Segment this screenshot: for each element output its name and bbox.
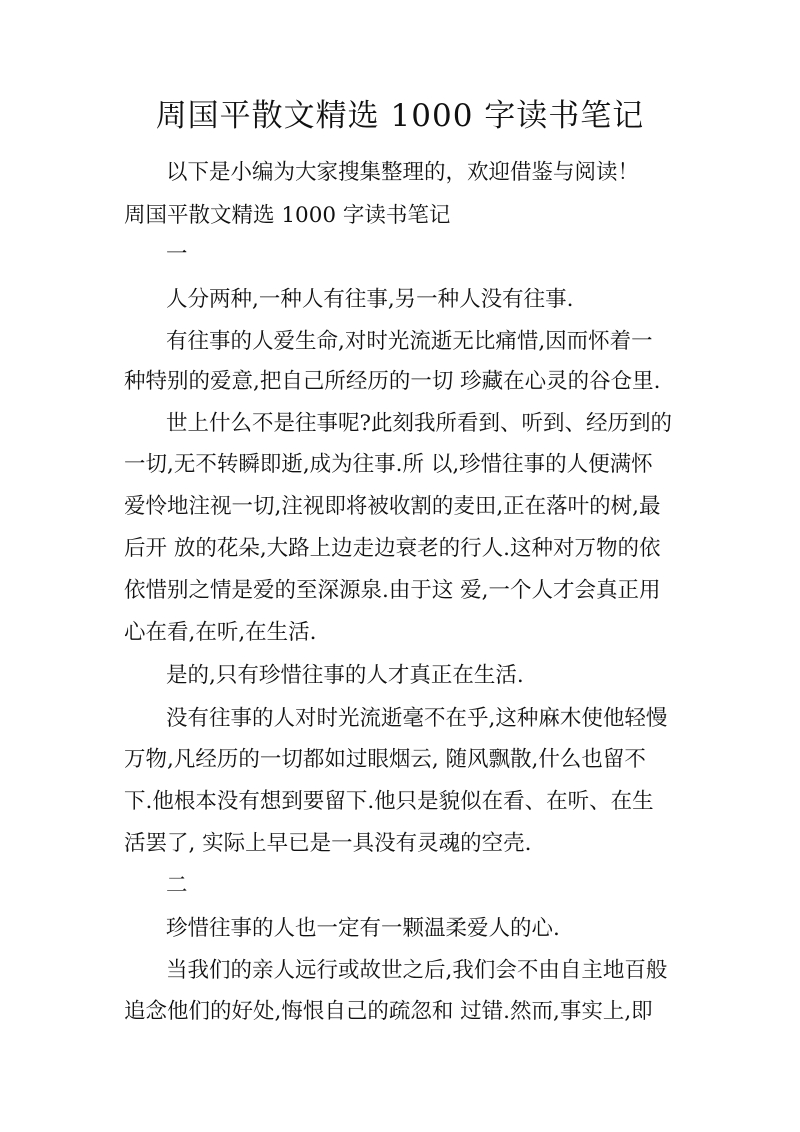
body-line: 依惜别之情是爱的至深源泉.由于这 爱,一个人才会真正用	[124, 578, 661, 603]
document-title: 周国平散文精选 1000 字读书笔记	[155, 98, 645, 134]
section-heading-one: 一	[166, 242, 188, 267]
body-line: 没有往事的人对时光流逝毫不在乎,这种麻木使他轻慢	[166, 706, 668, 731]
body-line: 活罢了, 实际上早已是一具没有灵魂的空壳.	[124, 831, 532, 856]
intro-line: 以下是小编为大家搜集整理的，欢迎借鉴与阅读！	[166, 160, 640, 185]
body-line: 追念他们的好处,悔恨自己的疏忽和 过错.然而,事实上,即	[124, 999, 653, 1024]
section-heading-two: 二	[166, 873, 188, 898]
subtitle-line: 周国平散文精选 1000 字读书笔记	[124, 203, 451, 228]
body-line: 一切,无不转瞬即逝,成为往事.所 以,珍惜往事的人便满怀	[124, 452, 653, 477]
body-line: 心在看,在听,在生活.	[124, 620, 317, 645]
body-line: 后开 放的花朵,大路上边走边衰老的行人.这种对万物的依	[124, 536, 661, 561]
body-line: 有往事的人爱生命,对时光流逝无比痛惜,因而怀着一	[166, 329, 653, 354]
body-line: 世上什么不是往事呢?此刻我所看到、听到、经历到的	[166, 411, 673, 436]
body-line: 下.他根本没有想到要留下.他只是貌似在看、在听、在生	[124, 789, 654, 814]
body-line: 珍惜往事的人也一定有一颗温柔爱人的心.	[166, 916, 560, 941]
body-line: 爱怜地注视一切,注视即将被收割的麦田,正在落叶的树,最	[124, 494, 661, 519]
body-line: 当我们的亲人远行或故世之后,我们会不由自主地百般	[166, 958, 668, 983]
body-line: 种特别的爱意,把自己所经历的一切 珍藏在心灵的谷仓里.	[124, 369, 661, 394]
body-line: 人分两种,一种人有往事,另一种人没有往事.	[166, 287, 574, 312]
body-line: 万物,凡经历的一切都如过眼烟云, 随风飘散,什么也留不	[124, 747, 646, 772]
body-line: 是的,只有珍惜往事的人才真正在生活.	[166, 663, 524, 688]
